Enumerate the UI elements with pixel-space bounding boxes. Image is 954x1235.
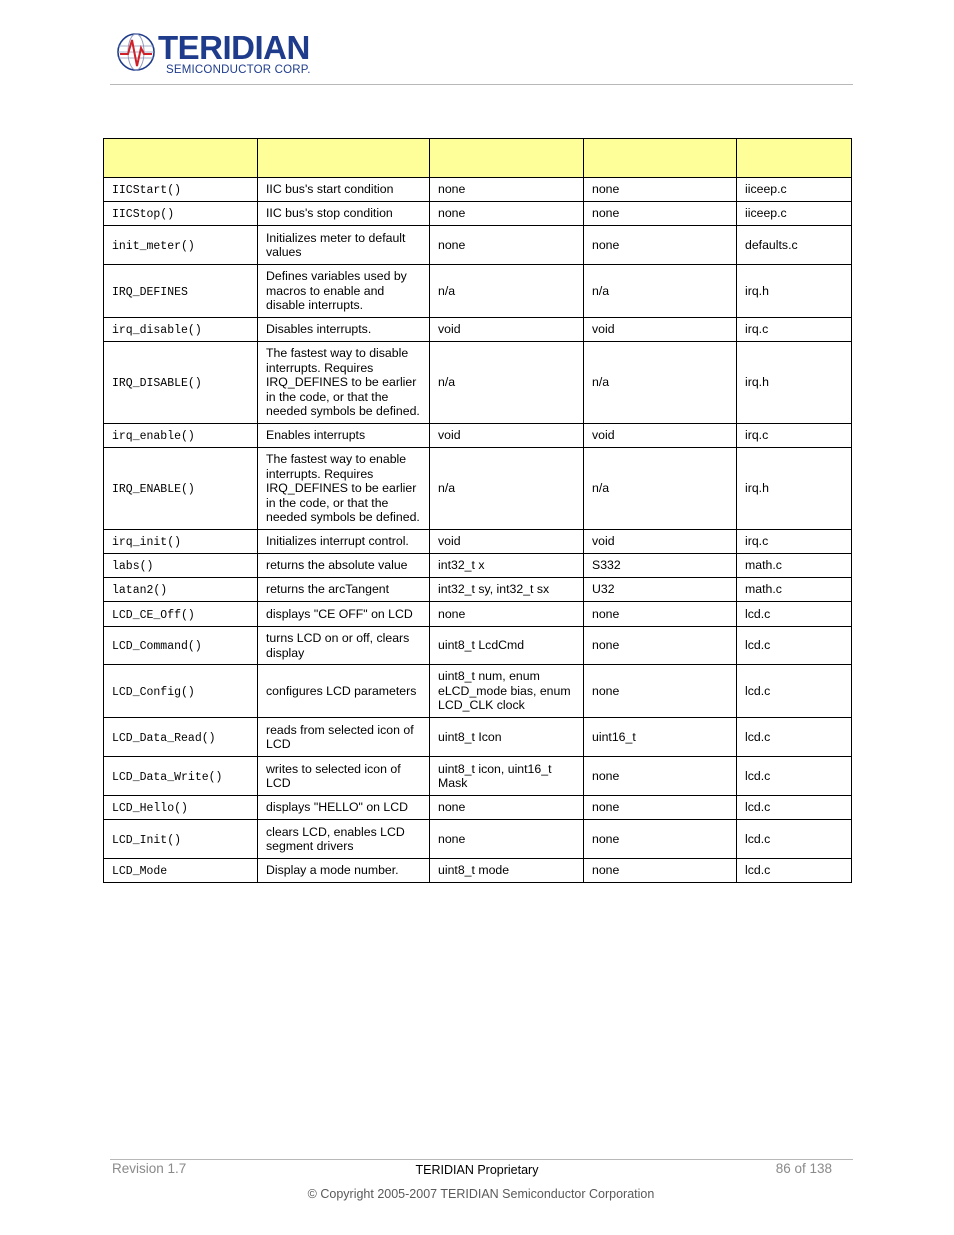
outputs-cell xyxy=(584,202,737,226)
outputs-cell xyxy=(584,757,737,796)
cell-text: iiceep.c xyxy=(745,206,787,221)
inputs-cell xyxy=(430,318,584,342)
cell-line: LCD xyxy=(266,737,291,751)
cell-line: int32_t sy, int32_t sx xyxy=(438,582,550,597)
description-cell xyxy=(258,578,430,602)
cell-line: writes to selected icon of xyxy=(266,761,401,776)
inputs-cell xyxy=(430,226,584,265)
cell-text: irq.h xyxy=(745,481,769,496)
cell-line: returns the arcTangent xyxy=(266,582,390,597)
table-row xyxy=(104,665,852,718)
inputs-cell xyxy=(430,718,584,757)
cell-text: irq.h xyxy=(745,283,769,298)
function-name-cell xyxy=(104,718,258,757)
outputs-cell xyxy=(584,342,737,424)
cell-line: none xyxy=(592,606,620,621)
description-cell xyxy=(258,554,430,578)
revision-label: Revision 1.7 xyxy=(112,1161,187,1176)
function-name-cell xyxy=(104,627,258,665)
cell-line: uint8_t mode xyxy=(438,863,510,878)
description-cell xyxy=(258,665,430,718)
description-cell xyxy=(258,859,430,883)
cell-text: LCD_Data_Write() xyxy=(112,770,223,784)
table-row xyxy=(104,554,852,578)
cell-text: math.c xyxy=(745,558,782,573)
description-cell xyxy=(258,424,430,448)
inputs-cell xyxy=(430,178,584,202)
cell-line: uint8_t icon, uint16_t xyxy=(438,761,552,776)
cell-text: lcd.c xyxy=(745,638,771,653)
table-row xyxy=(104,265,852,318)
function-name-cell xyxy=(104,448,258,530)
cell-line: in the code, or that the xyxy=(266,389,389,404)
cell-line: Display a mode number. xyxy=(266,863,399,878)
source-file-cell xyxy=(737,530,852,554)
cell-text: iiceep.c xyxy=(745,182,787,197)
source-file-cell xyxy=(737,665,852,718)
cell-line: none xyxy=(592,182,620,197)
outputs-cell xyxy=(584,602,737,627)
cell-line: eLCD_mode bias, enum xyxy=(438,683,571,698)
cell-line: n/a xyxy=(438,481,456,496)
cell-line: n/a xyxy=(438,375,456,390)
function-name-cell xyxy=(104,602,258,627)
inputs-cell xyxy=(430,602,584,627)
outputs-cell xyxy=(584,859,737,883)
cell-line: n/a xyxy=(592,283,610,298)
cell-line: void xyxy=(438,322,461,337)
table-row xyxy=(104,226,852,265)
cell-text: math.c xyxy=(745,582,782,597)
company-logo xyxy=(116,30,326,80)
cell-line: uint16_t xyxy=(592,729,636,744)
cell-line: IIC bus's start condition xyxy=(266,182,394,197)
cell-line: LCD_CLK clock xyxy=(438,698,525,713)
cell-line: reads from selected icon of xyxy=(266,722,414,737)
logo-title: TERIDIAN xyxy=(158,29,310,66)
description-cell xyxy=(258,757,430,796)
description-cell xyxy=(258,226,430,265)
cell-line: int32_t x xyxy=(438,558,485,573)
header-cell xyxy=(258,139,430,178)
cell-line: IRQ_DEFINES to be earlier xyxy=(266,375,417,390)
function-name-cell xyxy=(104,342,258,424)
table-row xyxy=(104,530,852,554)
cell-line: The fastest way to enable xyxy=(266,452,407,467)
cell-text: IRQ_DEFINES xyxy=(112,285,188,299)
outputs-cell xyxy=(584,226,737,265)
cell-line: LCD xyxy=(266,776,291,790)
cell-text: latan2() xyxy=(112,584,168,598)
cell-line: n/a xyxy=(438,283,456,298)
cell-line: turns LCD on or off, clears xyxy=(266,631,410,645)
function-name-cell xyxy=(104,859,258,883)
outputs-cell xyxy=(584,820,737,859)
table-row xyxy=(104,424,852,448)
function-name-cell xyxy=(104,318,258,342)
description-cell xyxy=(258,530,430,554)
inputs-cell xyxy=(430,578,584,602)
cell-line: The fastest way to disable xyxy=(266,346,409,361)
cell-line: none xyxy=(438,831,466,846)
outputs-cell xyxy=(584,554,737,578)
inputs-cell xyxy=(430,554,584,578)
table-header-row xyxy=(104,139,852,178)
source-file-cell xyxy=(737,718,852,757)
outputs-cell xyxy=(584,665,737,718)
cell-text: init_meter() xyxy=(112,239,195,253)
cell-line: none xyxy=(438,606,466,621)
table-row xyxy=(104,602,852,627)
source-file-cell xyxy=(737,265,852,318)
cell-line: macros to enable and xyxy=(266,283,385,298)
inputs-cell xyxy=(430,796,584,820)
outputs-cell xyxy=(584,178,737,202)
table-row xyxy=(104,578,852,602)
source-file-cell xyxy=(737,226,852,265)
cell-line: values xyxy=(266,245,302,259)
cell-line: void xyxy=(438,534,461,549)
cell-text: defaults.c xyxy=(745,237,798,252)
header-divider xyxy=(110,84,853,85)
cell-line: void xyxy=(592,428,615,443)
cell-text: IRQ_ENABLE() xyxy=(112,483,195,497)
inputs-cell xyxy=(430,530,584,554)
outputs-cell xyxy=(584,718,737,757)
table-row xyxy=(104,202,852,226)
cell-line: none xyxy=(438,206,466,221)
cell-line: void xyxy=(592,534,615,549)
cell-line: uint8_t LcdCmd xyxy=(438,638,525,653)
cell-line: IIC bus's stop condition xyxy=(266,206,393,221)
cell-line: returns the absolute value xyxy=(266,558,408,573)
source-file-cell xyxy=(737,448,852,530)
cell-text: lcd.c xyxy=(745,768,771,783)
inputs-cell xyxy=(430,627,584,665)
description-cell xyxy=(258,602,430,627)
description-cell xyxy=(258,342,430,424)
cell-line: interrupts. Requires xyxy=(266,466,374,481)
function-table xyxy=(103,138,852,883)
table-row xyxy=(104,627,852,665)
description-cell xyxy=(258,202,430,226)
cell-line: none xyxy=(592,800,620,815)
function-name-cell xyxy=(104,554,258,578)
source-file-cell xyxy=(737,424,852,448)
source-file-cell xyxy=(737,318,852,342)
cell-line: none xyxy=(592,831,620,846)
cell-text: irq_enable() xyxy=(112,430,195,444)
source-file-cell xyxy=(737,820,852,859)
cell-text: IICStop() xyxy=(112,208,175,222)
source-file-cell xyxy=(737,554,852,578)
function-name-cell xyxy=(104,796,258,820)
cell-text: irq.c xyxy=(745,322,769,337)
outputs-cell xyxy=(584,265,737,318)
logo-globe-icon xyxy=(116,32,156,72)
cell-line: IRQ_DEFINES to be earlier xyxy=(266,481,417,496)
description-cell xyxy=(258,318,430,342)
cell-line: Enables interrupts xyxy=(266,428,366,443)
table-row xyxy=(104,796,852,820)
function-name-cell xyxy=(104,757,258,796)
cell-line: none xyxy=(438,237,466,252)
description-cell xyxy=(258,448,430,530)
cell-text: lcd.c xyxy=(745,831,771,846)
source-file-cell xyxy=(737,627,852,665)
table-row xyxy=(104,342,852,424)
page-number: 86 of 138 xyxy=(775,1161,832,1176)
table-row xyxy=(104,448,852,530)
cell-text: irq_disable() xyxy=(112,324,202,338)
function-name-cell xyxy=(104,578,258,602)
header-cell xyxy=(584,139,737,178)
cell-line: U32 xyxy=(592,582,615,597)
header-cell xyxy=(104,139,258,178)
cell-line: none xyxy=(438,800,466,815)
footer-divider xyxy=(110,1159,853,1160)
cell-text: lcd.c xyxy=(745,683,771,698)
cell-line: displays "HELLO" on LCD xyxy=(266,800,409,815)
proprietary-label: TERIDIAN Proprietary xyxy=(415,1163,539,1177)
cell-text: LCD_Hello() xyxy=(112,802,188,816)
source-file-cell xyxy=(737,859,852,883)
cell-text: LCD_Init() xyxy=(112,833,182,847)
cell-line: configures LCD parameters xyxy=(266,683,417,698)
cell-text: LCD_CE_Off() xyxy=(112,608,195,622)
description-cell xyxy=(258,265,430,318)
cell-text: LCD_Mode xyxy=(112,865,168,879)
function-name-cell xyxy=(104,665,258,718)
function-name-cell xyxy=(104,265,258,318)
cell-text: irq.h xyxy=(745,375,769,390)
cell-text: irq_init() xyxy=(112,536,182,550)
cell-line: S332 xyxy=(592,558,621,573)
source-file-cell xyxy=(737,342,852,424)
function-name-cell xyxy=(104,530,258,554)
description-cell xyxy=(258,178,430,202)
cell-line: void xyxy=(592,322,615,337)
table-row xyxy=(104,178,852,202)
inputs-cell xyxy=(430,265,584,318)
function-name-cell xyxy=(104,202,258,226)
cell-line: displays "CE OFF" on LCD xyxy=(266,606,413,621)
table-row xyxy=(104,859,852,883)
cell-line: Disables interrupts. xyxy=(266,322,372,337)
cell-line: disable interrupts. xyxy=(266,298,364,313)
table-row xyxy=(104,757,852,796)
cell-line: segment drivers xyxy=(266,839,354,853)
cell-text: LCD_Command() xyxy=(112,640,202,654)
cell-text: lcd.c xyxy=(745,606,771,621)
cell-line: display xyxy=(266,645,305,660)
outputs-cell xyxy=(584,424,737,448)
description-cell xyxy=(258,718,430,757)
function-name-cell xyxy=(104,226,258,265)
cell-line: void xyxy=(438,428,461,443)
cell-line: Initializes meter to default xyxy=(266,230,406,245)
header-cell xyxy=(430,139,584,178)
cell-line: none xyxy=(592,206,620,221)
description-cell xyxy=(258,820,430,859)
source-file-cell xyxy=(737,796,852,820)
table-row xyxy=(104,820,852,859)
table-row xyxy=(104,718,852,757)
inputs-cell xyxy=(430,820,584,859)
cell-line: uint8_t Icon xyxy=(438,729,502,744)
cell-line: none xyxy=(592,237,620,252)
function-name-cell xyxy=(104,178,258,202)
outputs-cell xyxy=(584,578,737,602)
source-file-cell xyxy=(737,178,852,202)
cell-text: LCD_Data_Read() xyxy=(112,731,216,745)
cell-text: LCD_Config() xyxy=(112,685,195,699)
inputs-cell xyxy=(430,448,584,530)
cell-line: none xyxy=(592,768,620,783)
cell-line: n/a xyxy=(592,481,610,496)
cell-line: in the code, or that the xyxy=(266,495,389,510)
inputs-cell xyxy=(430,424,584,448)
inputs-cell xyxy=(430,757,584,796)
outputs-cell xyxy=(584,530,737,554)
source-file-cell xyxy=(737,602,852,627)
cell-line: Defines variables used by xyxy=(266,269,407,284)
copyright-notice: © Copyright 2005-2007 TERIDIAN Semiconductor Corporation xyxy=(307,1187,655,1201)
source-file-cell xyxy=(737,202,852,226)
cell-line: none xyxy=(438,182,466,197)
source-file-cell xyxy=(737,757,852,796)
outputs-cell xyxy=(584,796,737,820)
source-file-cell xyxy=(737,578,852,602)
cell-text: labs() xyxy=(112,560,154,574)
outputs-cell xyxy=(584,318,737,342)
description-cell xyxy=(258,796,430,820)
description-cell xyxy=(258,627,430,665)
cell-text: lcd.c xyxy=(745,863,771,878)
inputs-cell xyxy=(430,665,584,718)
header-cell xyxy=(737,139,852,178)
inputs-cell xyxy=(430,202,584,226)
inputs-cell xyxy=(430,342,584,424)
cell-text: lcd.c xyxy=(745,800,771,815)
function-name-cell xyxy=(104,820,258,859)
outputs-cell xyxy=(584,448,737,530)
cell-line: none xyxy=(592,863,620,878)
function-name-cell xyxy=(104,424,258,448)
cell-text: irq.c xyxy=(745,428,769,443)
cell-text: irq.c xyxy=(745,534,769,549)
cell-line: uint8_t num, enum xyxy=(438,669,540,684)
table-row xyxy=(104,318,852,342)
cell-line: clears LCD, enables LCD xyxy=(266,824,405,839)
cell-text: IICStart() xyxy=(112,184,182,198)
cell-text: IRQ_DISABLE() xyxy=(112,377,202,391)
cell-line: none xyxy=(592,683,620,698)
logo-subtitle: SEMICONDUCTOR CORP. xyxy=(166,64,311,76)
cell-line: Initializes interrupt control. xyxy=(266,534,409,549)
cell-text: lcd.c xyxy=(745,729,771,744)
cell-line: interrupts. Requires xyxy=(266,360,374,375)
outputs-cell xyxy=(584,627,737,665)
cell-line: needed symbols be defined. xyxy=(266,404,420,419)
cell-line: none xyxy=(592,638,620,653)
cell-line: Mask xyxy=(438,776,468,790)
cell-line: n/a xyxy=(592,375,610,390)
inputs-cell xyxy=(430,859,584,883)
cell-line: needed symbols be defined. xyxy=(266,510,420,525)
